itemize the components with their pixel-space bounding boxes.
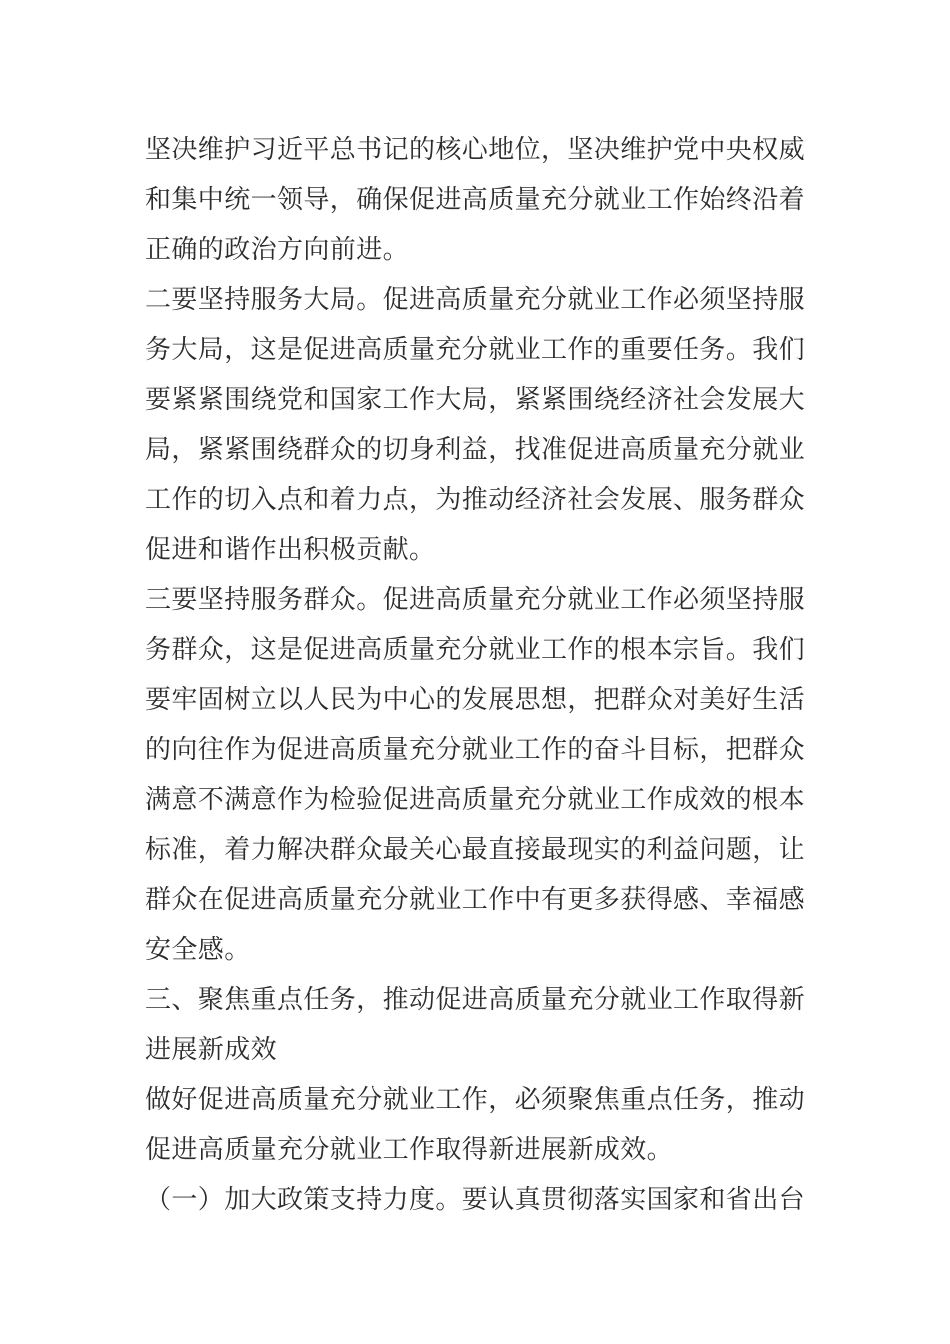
text-line: 局，紧紧围绕群众的切身利益，找准促进高质量充分就业 [145, 435, 806, 464]
text-line: 的向往作为促进高质量充分就业工作的奋斗目标，把群众 [145, 735, 806, 764]
text-line: 工作的切入点和着力点，为推动经济社会发展、服务群众 [145, 485, 806, 514]
text-line: 群众在促进高质量充分就业工作中有更多获得感、幸福感 [145, 885, 806, 914]
text-line: 二要坚持服务大局。促进高质量充分就业工作必须坚持服 [145, 285, 806, 314]
text-line: 促进高质量充分就业工作取得新进展新成效。 [145, 1135, 674, 1164]
paragraph [145, 1075, 810, 1175]
text-line: 和集中统一领导，确保促进高质量充分就业工作始终沿着 [145, 185, 806, 214]
paragraph [145, 125, 810, 275]
text-line: 进展新成效 [145, 1035, 278, 1064]
text-line: 坚决维护习近平总书记的核心地位，坚决维护党中央权威 [145, 135, 806, 164]
document-text [145, 125, 810, 1225]
text-line: 做好促进高质量充分就业工作，必须聚焦重点任务，推动 [145, 1085, 806, 1114]
text-line: 正确的政治方向前进。 [145, 235, 410, 264]
text-line: （一）加大政策支持力度。要认真贯彻落实国家和省出台 [145, 1185, 806, 1214]
text-line: 安全感。 [145, 935, 251, 964]
text-line: 满意不满意作为检验促进高质量充分就业工作成效的根本 [145, 785, 806, 814]
text-line: 务大局，这是促进高质量充分就业工作的重要任务。我们 [145, 335, 806, 364]
text-line: 促进和谐作出积极贡献。 [145, 535, 436, 564]
paragraph [145, 1175, 810, 1225]
text-line: 三要坚持服务群众。促进高质量充分就业工作必须坚持服 [145, 585, 806, 614]
text-line: 要牢固树立以人民为中心的发展思想，把群众对美好生活 [145, 685, 806, 714]
paragraph [145, 275, 810, 575]
text-line: 三、聚焦重点任务，推动促进高质量充分就业工作取得新 [145, 985, 806, 1014]
text-line: 务群众，这是促进高质量充分就业工作的根本宗旨。我们 [145, 635, 806, 664]
paragraph [145, 975, 810, 1075]
paragraph [145, 575, 810, 975]
text-line: 要紧紧围绕党和国家工作大局，紧紧围绕经济社会发展大 [145, 385, 806, 414]
text-line: 标准，着力解决群众最关心最直接最现实的利益问题，让 [145, 835, 806, 864]
